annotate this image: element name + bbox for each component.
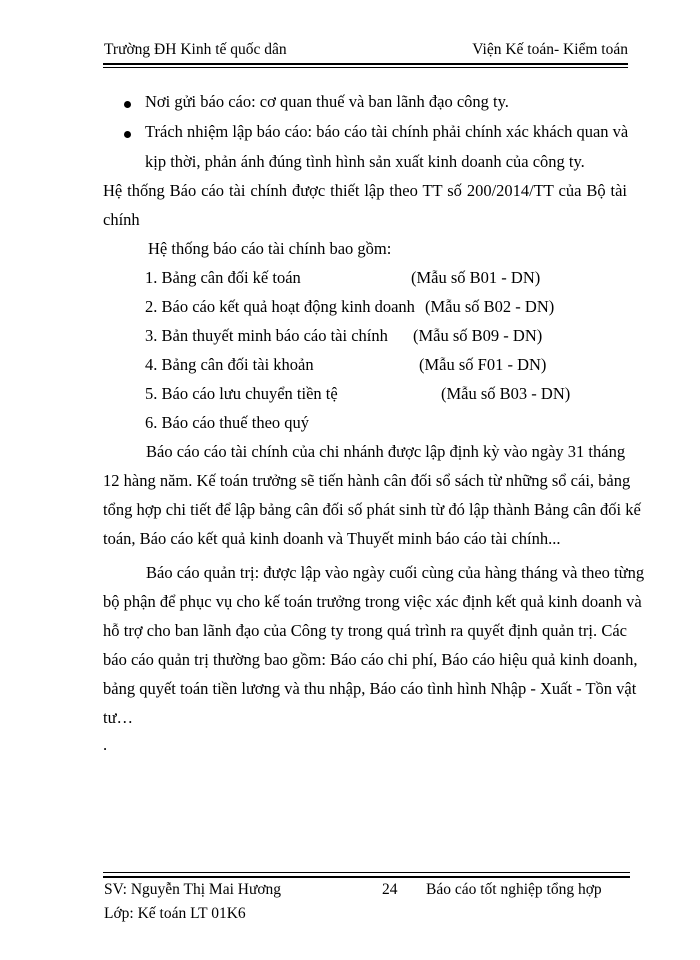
bullet-responsibility-line1: Trách nhiệm lập báo cáo: báo cáo tài chính phải chính xác khách quan và [145, 122, 629, 141]
report-name: 6. Báo cáo thuế theo quý [145, 413, 310, 432]
report-form: (Mẫu số B02 - DN) [425, 297, 555, 316]
report-form: (Mẫu số F01 - DN) [419, 355, 547, 374]
report-form: (Mẫu số B01 - DN) [411, 268, 541, 287]
report-name: 3. Bản thuyết minh báo cáo tài chính [145, 326, 388, 345]
footer-page-number: 24 [382, 881, 398, 898]
list-heading: Hệ thống báo cáo tài chính bao gồm: [148, 239, 392, 258]
paragraph2-line: báo cáo quản trị thường bao gồm: Báo cáo chi phí, Báo cáo hiệu quả kinh doanh, [103, 650, 638, 669]
header-rule [103, 63, 628, 65]
header-rule-thin [103, 67, 628, 68]
footer-class: Lớp: Kế toán LT 01K6 [104, 905, 246, 922]
header-institute: Viện Kế toán- Kiểm toán [472, 41, 628, 58]
footer-rule [103, 876, 630, 878]
system-intro-line2: chính [103, 210, 140, 229]
header-school: Trường ĐH Kinh tế quốc dân [104, 41, 287, 58]
stray-mark: . [103, 735, 108, 754]
paragraph2-line: Báo cáo quản trị: được lập vào ngày cuối cùng của hàng tháng và theo từng [146, 563, 645, 582]
report-form: (Mẫu số B03 - DN) [441, 384, 571, 403]
report-name: 1. Bảng cân đối kế toán [145, 268, 301, 287]
paragraph1-line: Báo cáo cáo tài chính của chi nhánh được lập định kỳ vào ngày 31 tháng [146, 442, 626, 461]
footer-rule-thin [103, 872, 630, 873]
paragraph2-line: bảng quyết toán tiền lương và thu nhập, Báo cáo tình hình Nhập - Xuất - Tồn vật [103, 679, 637, 698]
paragraph2-line: bộ phận để phục vụ cho kế toán trưởng trong việc xác định kết quả kinh doanh và [103, 592, 642, 611]
footer-student: SV: Nguyễn Thị Mai Hương [104, 881, 282, 898]
report-name: 5. Báo cáo lưu chuyển tiền tệ [145, 384, 338, 403]
paragraph1-line: 12 hàng năm. Kế toán trưởng sẽ tiến hành cân đối sổ sách từ những sổ cái, bảng [103, 471, 631, 490]
bullet-icon [124, 101, 131, 108]
paragraph1-line: toán, Báo cáo kết quả kinh doanh và Thuyết minh báo cáo tài chính... [103, 529, 561, 548]
bullet-icon [124, 131, 131, 138]
report-name: 4. Bảng cân đối tài khoản [145, 355, 314, 374]
paragraph1-line: tổng hợp chi tiết để lập bảng cân đối số phát sinh từ đó lập thành Bảng cân đối kế [103, 500, 641, 519]
bullet-recipient: Nơi gửi báo cáo: cơ quan thuế và ban lãnh đạo công ty. [145, 92, 509, 111]
paragraph2-line: tư… [103, 708, 134, 727]
bullet-responsibility-line2: kịp thời, phản ánh đúng tình hình sản xuất kinh doanh của công ty. [145, 152, 585, 171]
system-intro-line1: Hệ thống Báo cáo tài chính được thiết lập theo TT số 200/2014/TT của Bộ tài [103, 181, 627, 200]
report-name: 2. Báo cáo kết quả hoạt động kinh doanh [145, 297, 415, 316]
footer-report-title: Báo cáo tốt nghiệp tổng hợp [426, 881, 602, 898]
report-form: (Mẫu số B09 - DN) [413, 326, 543, 345]
paragraph2-line: hỗ trợ cho ban lãnh đạo của Công ty trong quá trình ra quyết định quản trị. Các [103, 621, 627, 640]
